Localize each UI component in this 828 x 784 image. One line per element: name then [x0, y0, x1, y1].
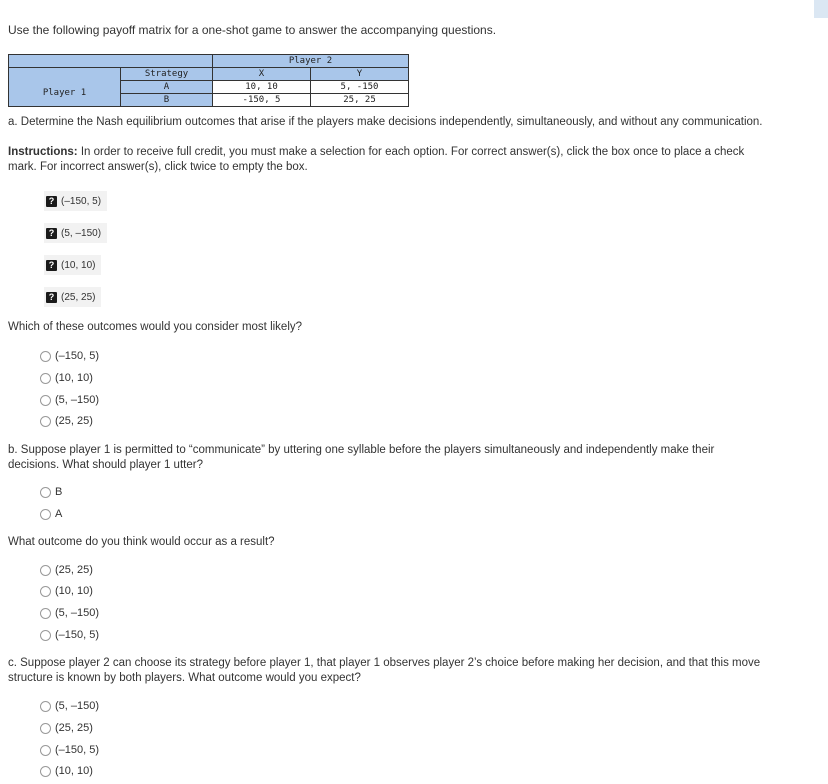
question-mark-icon: ? [46, 196, 57, 207]
radio-option[interactable] [40, 506, 62, 522]
radio-label: (5, –150) [55, 394, 100, 406]
radio-icon[interactable] [40, 373, 51, 384]
check-option-4[interactable] [44, 287, 101, 307]
part-b-question: b. Suppose player 1 is permitted to “communicate” by uttering one syllable before the players simultaneously and independently make their decisions. What should player 1 utter? [8, 444, 715, 471]
part-a-question: a. Determine the Nash equilibrium outcomes that arise if the players make decisions independently, simultaneously, and without any communication. [8, 116, 763, 128]
radio-label: (10, 10) [55, 372, 93, 384]
part-a-q2: Which of these outcomes would you consider most likely? [8, 321, 303, 333]
radio-option[interactable] [40, 627, 99, 643]
cell-b-x: -150, 5 [213, 94, 311, 107]
instructions-text: In order to receive full credit, you must make a selection for each option. For correct answer(s), click the box once to place a check mark. For incorrect answer(s), click twice to empty the box. [8, 146, 745, 173]
check-option-2[interactable] [44, 223, 107, 243]
radio-option[interactable] [40, 392, 99, 408]
radio-icon[interactable] [40, 565, 51, 576]
radio-icon[interactable] [40, 630, 51, 641]
radio-label: (5, –150) [55, 607, 100, 619]
question-mark-icon: ? [46, 292, 57, 303]
player2-header: Player 2 [213, 55, 409, 68]
payoff-matrix [8, 54, 409, 107]
radio-icon[interactable] [40, 701, 51, 712]
radio-icon[interactable] [40, 509, 51, 520]
radio-label: (–150, 5) [55, 629, 100, 641]
radio-icon[interactable] [40, 608, 51, 619]
instructions [8, 145, 768, 175]
radio-icon[interactable] [40, 723, 51, 734]
radio-option[interactable] [40, 763, 93, 779]
radio-option[interactable] [40, 348, 99, 364]
cell-b-y: 25, 25 [311, 94, 409, 107]
radio-icon[interactable] [40, 395, 51, 406]
radio-label: (–150, 5) [55, 350, 100, 362]
player1-header: Player 1 [9, 81, 121, 107]
check-label: (25, 25) [61, 291, 96, 303]
radio-label: B [55, 486, 63, 498]
question-mark-icon: ? [46, 228, 57, 239]
radio-icon[interactable] [40, 766, 51, 777]
radio-option[interactable] [40, 742, 99, 758]
radio-icon[interactable] [40, 416, 51, 427]
cell-a-y: 5, -150 [311, 81, 409, 94]
radio-icon[interactable] [40, 487, 51, 498]
strategy-header: Strategy [121, 68, 213, 81]
radio-label: (25, 25) [55, 415, 93, 427]
instructions-label: Instructions: [8, 146, 78, 158]
radio-option[interactable] [40, 484, 62, 500]
radio-icon[interactable] [40, 586, 51, 597]
check-label: (5, –150) [61, 227, 102, 239]
check-label: (10, 10) [61, 259, 96, 271]
part-b-q2: What outcome do you think would occur as a result? [8, 536, 275, 548]
radio-option[interactable] [40, 605, 99, 621]
scrollbar-corner [814, 0, 828, 18]
radio-label: (10, 10) [55, 585, 93, 597]
check-label: (–150, 5) [61, 195, 102, 207]
radio-option[interactable] [40, 413, 93, 429]
radio-option[interactable] [40, 370, 93, 386]
radio-label: (5, –150) [55, 700, 100, 712]
radio-label: (10, 10) [55, 765, 93, 777]
radio-label: (–150, 5) [55, 744, 100, 756]
intro-text: Use the following payoff matrix for a one-shot game to answer the accompanying questions. [8, 23, 497, 37]
radio-label: (25, 25) [55, 564, 93, 576]
radio-icon[interactable] [40, 351, 51, 362]
question-mark-icon: ? [46, 260, 57, 271]
radio-label: A [55, 508, 63, 520]
cell-a-x: 10, 10 [213, 81, 311, 94]
radio-option[interactable] [40, 583, 93, 599]
row-a-header: A [121, 81, 213, 94]
part-c-question: c. Suppose player 2 can choose its strategy before player 1, that player 1 observes player 2’s choice before making her decision, and that this move structure is known by both players. What outcome would you expect? [8, 657, 761, 684]
radio-option[interactable] [40, 562, 93, 578]
radio-option[interactable] [40, 720, 93, 736]
check-option-3[interactable] [44, 255, 101, 275]
radio-option[interactable] [40, 698, 99, 714]
col-x-header: X [213, 68, 311, 81]
col-y-header: Y [311, 68, 409, 81]
check-option-1[interactable] [44, 191, 107, 211]
radio-label: (25, 25) [55, 722, 93, 734]
row-b-header: B [121, 94, 213, 107]
radio-icon[interactable] [40, 745, 51, 756]
